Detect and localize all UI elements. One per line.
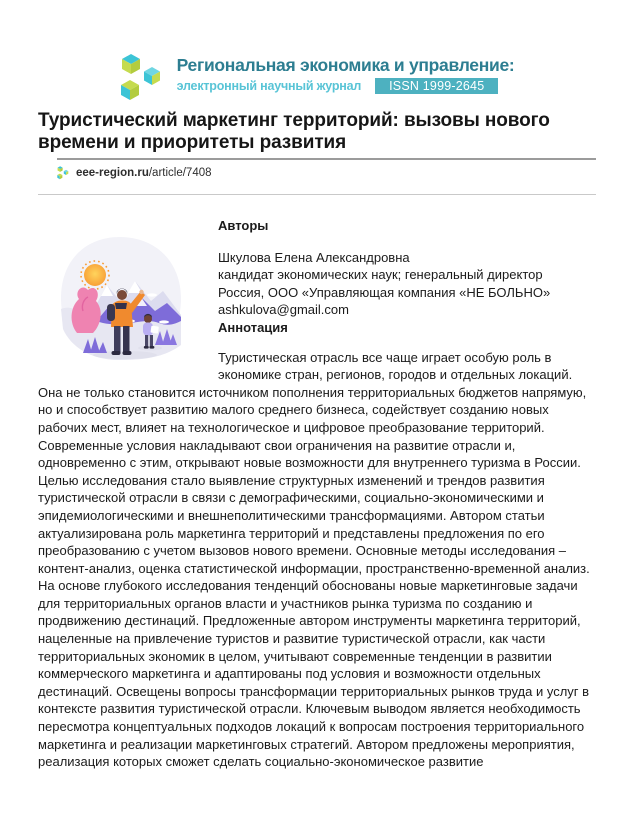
journal-header: [0, 0, 634, 102]
article-title: Туристический маркетинг территорий: вызовы нового времени и приоритеты развития: [38, 110, 550, 153]
authors-heading: Авторы: [218, 218, 269, 233]
author-name: Шкулова Елена Александровна: [218, 249, 410, 265]
author-affiliation: Россия, ООО «Управляющая компания «НЕ БОЛЬНО»: [218, 284, 551, 300]
abstract-heading: Аннотация: [218, 319, 288, 335]
site-favicon-icon: [57, 166, 70, 180]
source-path: /article/7408: [148, 167, 212, 179]
source-domain: eee-region.ru: [76, 167, 149, 179]
journal-subtitle: электронный научный журнал: [176, 79, 362, 93]
author-credentials: кандидат экономических наук; генеральный директор: [218, 267, 543, 283]
journal-cubes-logo-icon: [120, 54, 166, 102]
title-divider: [57, 158, 596, 160]
abstract-text: Туристическая отрасль все чаще играет особую роль в экономике стран, регионов, городов и отдельных локаций. Она не только становится источником пополнения территориальных бюджетов напрямую, но и способствует развитию малого среднего бизнеса, содействует созданию новых рабочих мест, влияет на технологическое и цифровое преобразование территорий. Современные условия накладывают свои ограничения на развитие отрасли и, одновременно с этим, открывают новые возможности для внутреннего туризма в России. Целью исследования стало выявление структурных изменений и трендов развития туристической отрасли в связи с демографическими, социально-экономическими и эпидемиологическими и внешнеполитическими трансформациями. Автором статьи актуализирована роль маркетинга территорий и представлены предложения по его преобразованию с учетом вызовов нового времени. Основные методы исследования – контент-анализ, оценка статистической информации, пространственно-временной анализ. На основе глубокого исследования тенденций обоснованы новые маркетинговые задачи для территориальных органов власти и участников рынка туризма по созданию и продвижению дестинаций. Предложенные автором инструменты маркетинга территорий, нацеленные на привлечение туристов и развитие туристической отрасли, как части территориальных экономик в целом, учитывают современные тенденции в развитии коммерческого маркетинга и адаптированы под условия и возможности отдельных дестинаций. Освещены вопросы трансформации территориальных рынков труда и услуг в контексте развития туристической отрасли. Ключевым выводом является необходимость пересмотра концептуальных подходов локаций к вопросам построения территориального маркетинга и реализации маркетинговых стратегий. Автором предложены мероприятия, реализация которых сможет сделать социально-экономическое развитие: [38, 349, 590, 770]
journal-title: Региональная экономика и управление:: [176, 55, 515, 75]
issn-badge: ISSN 1999-2645: [375, 78, 498, 94]
hikers-mountains-illustration-icon: [55, 233, 185, 365]
source-link-row[interactable]: [57, 166, 596, 180]
source-url[interactable]: [76, 167, 212, 179]
journal-header-text: [177, 54, 515, 94]
author-email: ashkulova@gmail.com: [218, 302, 349, 318]
article-body: [38, 195, 596, 771]
